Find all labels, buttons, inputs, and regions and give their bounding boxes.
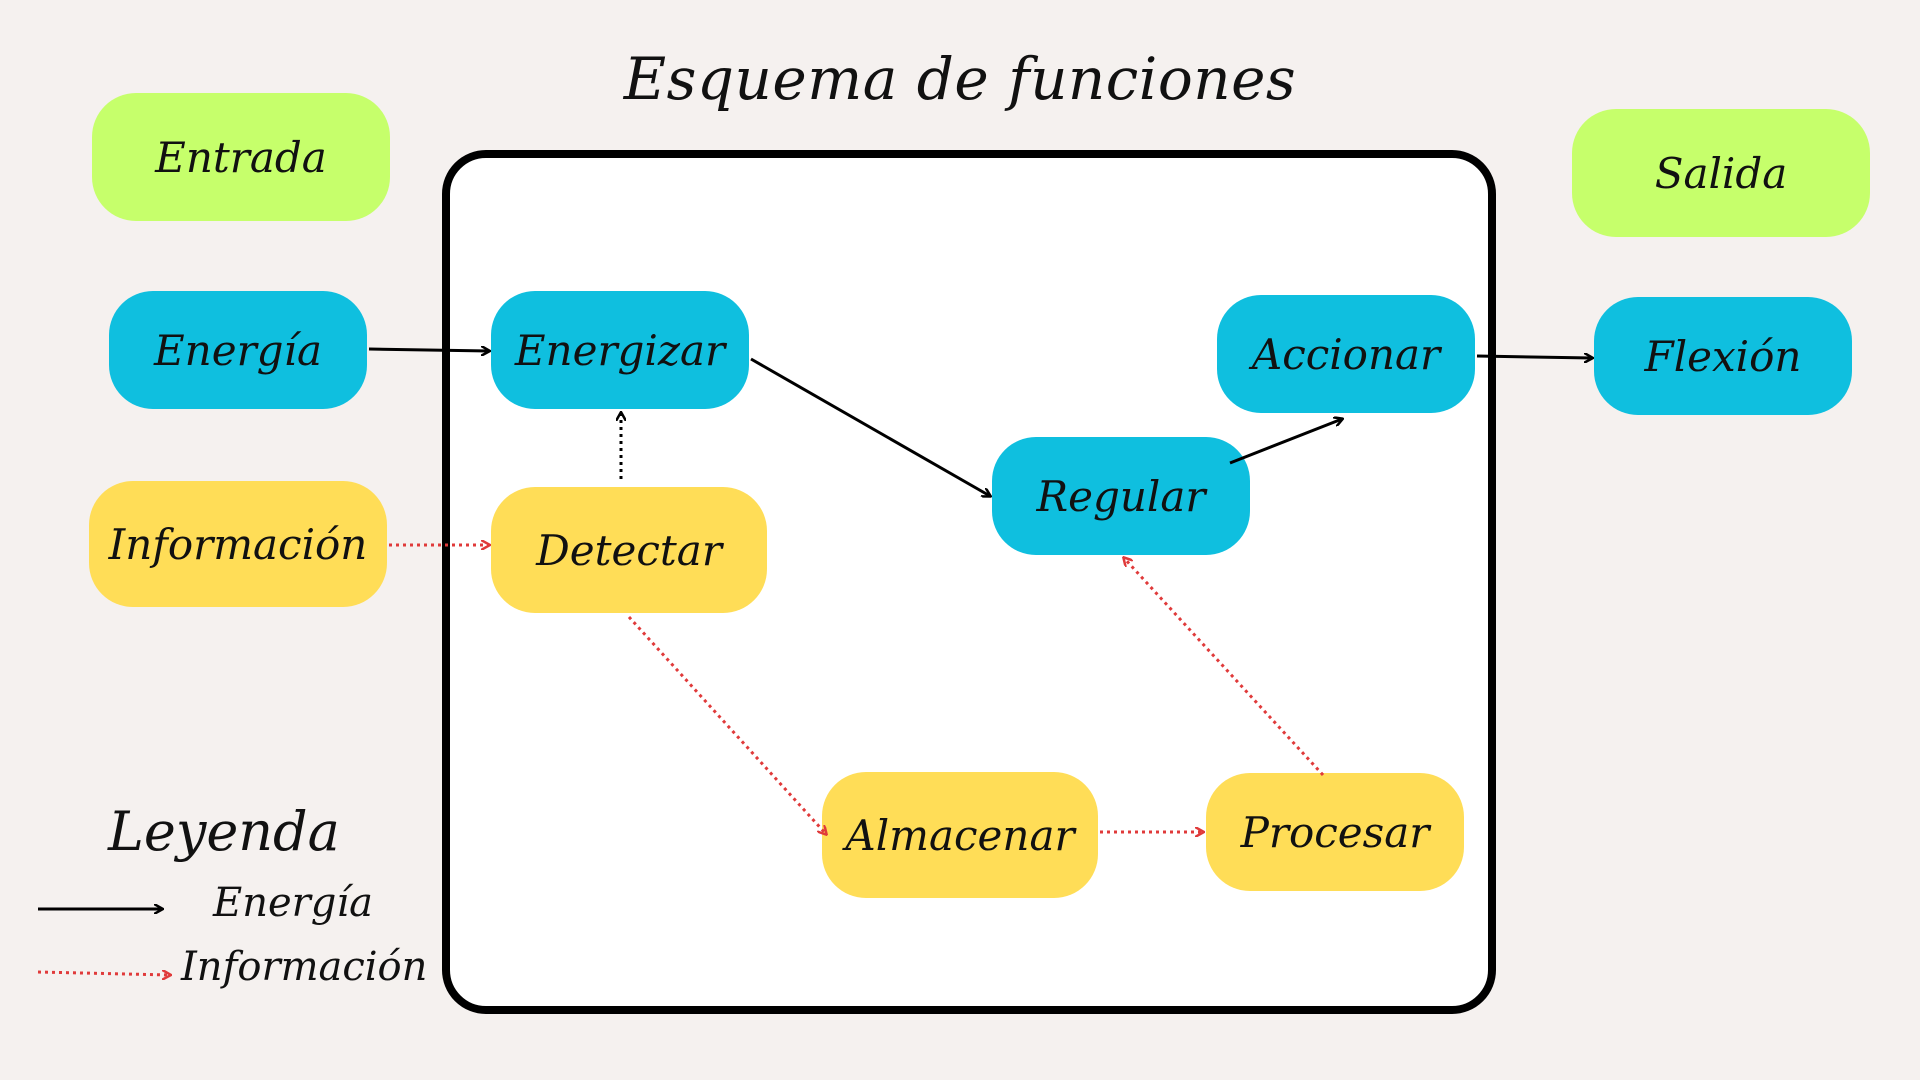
- legend-information-label: Información: [181, 944, 428, 990]
- output-flexion-node: Flexión: [1594, 297, 1852, 415]
- function-energize-node: Energizar: [491, 291, 749, 409]
- input-energy-node: Energía: [109, 291, 367, 409]
- output-header: Salida: [1572, 109, 1870, 237]
- legend-energy-label: Energía: [213, 880, 373, 926]
- function-process-node: Procesar: [1206, 773, 1464, 891]
- legend-title: Leyenda: [108, 800, 340, 863]
- function-store-node: Almacenar: [822, 772, 1098, 898]
- legend-information-line: [38, 972, 170, 975]
- input-information-node: Información: [89, 481, 387, 607]
- function-detect-node: Detectar: [491, 487, 767, 613]
- input-header: Entrada: [92, 93, 390, 221]
- diagram-title: Esquema de funciones: [623, 45, 1297, 113]
- function-actuate-node: Accionar: [1217, 295, 1475, 413]
- function-regulate-node: Regular: [992, 437, 1250, 555]
